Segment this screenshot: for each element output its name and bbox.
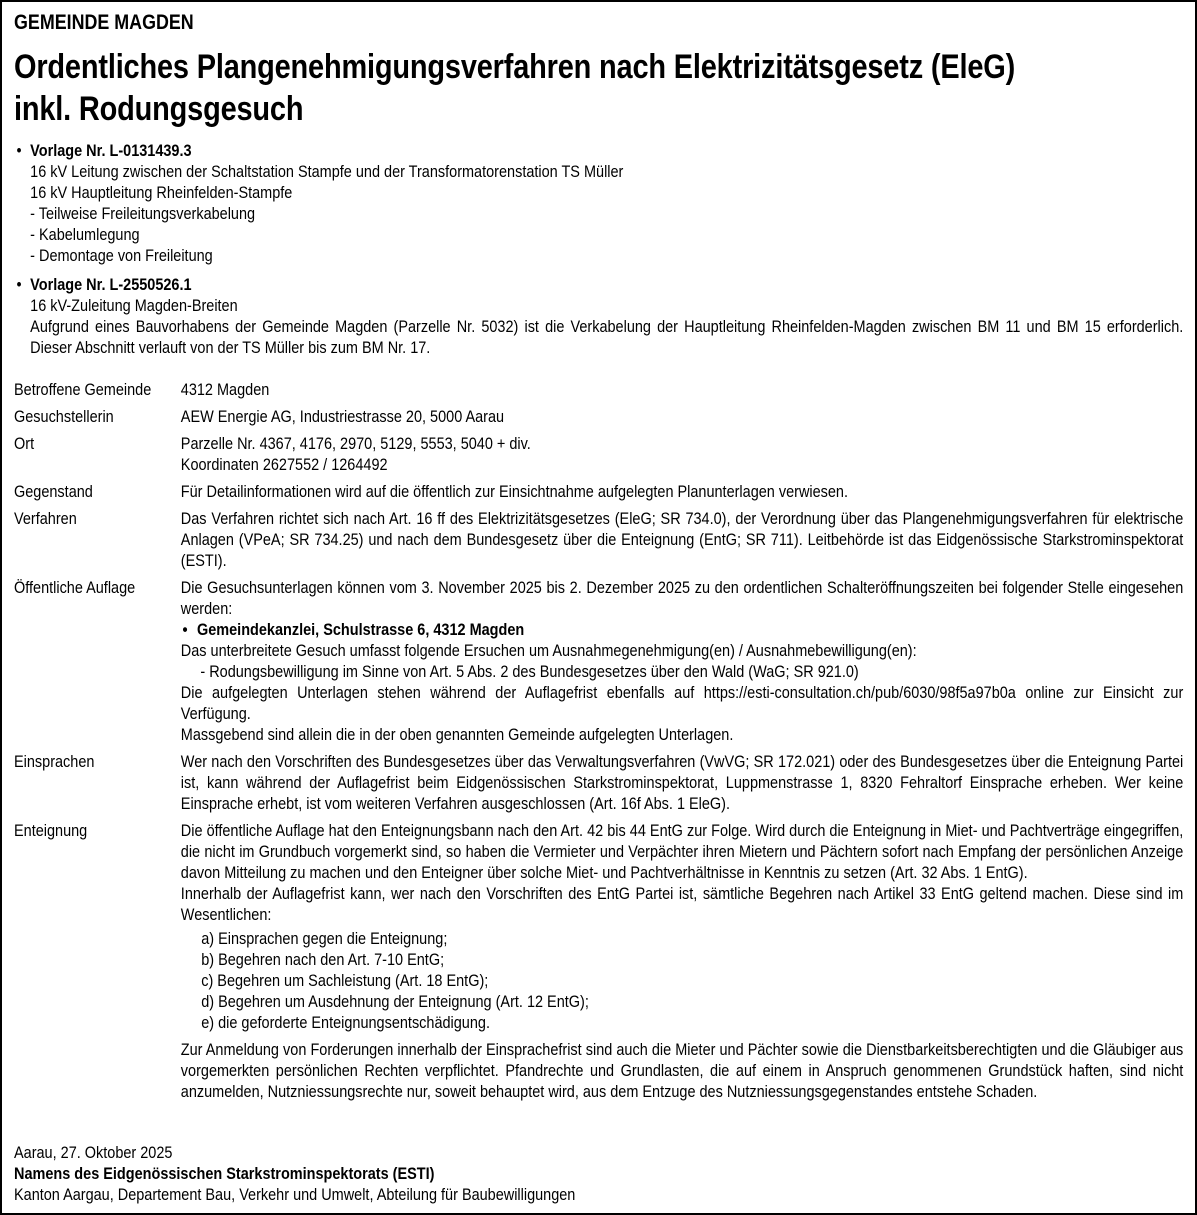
auflage-intro: Die Gesuchsunterlagen können vom 3. November 2025 bis 2. Dezember 2025 zu den ordentlichen Schalteröffnungszeiten bei folgender Stelle eingesehen werden: <box>180 578 1184 618</box>
enteignung-para-3: Zur Anmeldung von Forderungen innerhalb der Einsprachefrist sind auch die Mieter und Pächter sowie die Dienstbarkeitsberechtigten und die Gläubiger aus vorgemerkten persönlichen Rechten verpflichtet. Pfandrechte und Grundlasten, die auf einem in Anspruch genommenen Grundstück haften, sind nicht anzumelden, Nutzniessungsrechte nur, soweit behauptet wird, aus dem Entzuge des Nutzniessungsgegenstandes entstehe Schaden. <box>180 1040 1184 1101</box>
auflage-massgebend: Massgebend sind allein die in der oben genannten Gemeinde aufgelegten Unterlagen. <box>180 725 734 744</box>
details-table <box>14 379 1183 1108</box>
detail-value <box>181 820 1183 1102</box>
detail-label: Einsprachen <box>14 752 95 771</box>
vorlage-line: 16 kV-Zuleitung Magden-Breiten <box>30 296 238 315</box>
detail-value <box>181 577 1183 745</box>
issuing-authority: Namens des Eidgenössischen Starkstrominspektorats (ESTI) <box>14 1164 435 1183</box>
detail-label: Verfahren <box>14 509 77 528</box>
auflage-rodung: - Rodungsbewilligung im Sinne von Art. 5 Abs. 2 des Bundesgesetzes über den Wald (WaG; SR 921.0) <box>200 662 859 681</box>
row-einsprachen <box>14 751 1183 814</box>
cantonal-department: Kanton Aargau, Departement Bau, Verkehr und Umwelt, Abteilung für Baubewilligungen <box>14 1185 576 1204</box>
document-content <box>14 8 1183 1207</box>
row-gegenstand <box>14 481 1183 502</box>
vorlage-list <box>14 140 1183 366</box>
auflage-stelle-text: Gemeindekanzlei, Schulstrasse 6, 4312 Magden <box>196 620 525 639</box>
detail-value <box>181 433 1183 475</box>
auflage-stelle <box>181 619 1183 640</box>
vorlage-line: - Demontage von Freileitung <box>30 246 213 265</box>
vorlage-number: Vorlage Nr. L-2550526.1 <box>30 275 192 294</box>
place-and-date: Aarau, 27. Oktober 2025 <box>14 1143 173 1162</box>
bullet-icon: • <box>16 275 22 294</box>
detail-label: Gegenstand <box>14 482 93 501</box>
enteignung-list <box>181 928 1183 1033</box>
document-footer <box>14 1142 1183 1207</box>
vorlage-item-1 <box>14 140 1183 266</box>
enteignung-list-item: e) die geforderte Enteignungsentschädigung. <box>201 1013 490 1032</box>
vorlage-line: 16 kV Hauptleitung Rheinfelden-Stampfe <box>30 183 293 202</box>
row-betroffene-gemeinde <box>14 379 1183 400</box>
row-oeffentliche-auflage <box>14 577 1183 745</box>
enteignung-list-item: b) Begehren nach den Art. 7-10 EntG; <box>201 950 445 969</box>
enteignung-para-2: Innerhalb der Auflagefrist kann, wer nach den Vorschriften des EntG Partei ist, sämtliche Begehren nach Artikel 33 EntG geltend machen. Diese sind im Wesentlichen: <box>180 884 1184 924</box>
row-gesuchstellerin <box>14 406 1183 427</box>
detail-value: Das Verfahren richtet sich nach Art. 16 ff des Elektrizitätsgesetzes (EleG; SR 734.0), der Verordnung über das Plangenehmigungsverfahren für elektrische Anlagen (VPeA; SR 734.25) und nach dem Bundesgesetz über die Enteignung (EntG; SR 711). Leitbehörde ist das Eidgenössische Starkstrominspektorat (ESTI). <box>180 509 1184 570</box>
enteignung-list-item: d) Begehren um Ausdehnung der Enteignung (Art. 12 EntG); <box>201 992 589 1011</box>
auflage-online: Die aufgelegten Unterlagen stehen während der Auflagefrist ebenfalls auf https://esti-consultation.ch/pub/6030/98f5a97b0a online zur Einsicht zur Verfügung. <box>180 683 1184 723</box>
document-title-line-2: inkl. Rodungsgesuch <box>14 90 304 128</box>
row-enteignung <box>14 820 1183 1102</box>
detail-label: Gesuchstellerin <box>14 407 114 426</box>
document-title <box>14 46 1183 130</box>
row-ort <box>14 433 1183 475</box>
detail-value: AEW Energie AG, Industriestrasse 20, 5000 Aarau <box>180 407 505 426</box>
document-title-line-1: Ordentliches Plangenehmigungsverfahren nach Elektrizitätsgesetz (EleG) <box>14 48 1016 86</box>
enteignung-list-item: c) Begehren um Sachleistung (Art. 18 EntG); <box>201 971 489 990</box>
vorlage-line: - Teilweise Freileitungsverkabelung <box>30 204 256 223</box>
detail-label: Ort <box>14 434 35 453</box>
detail-value: Für Detailinformationen wird auf die öffentlich zur Einsichtnahme aufgelegten Planunterlagen verwiesen. <box>180 482 849 501</box>
bullet-icon: • <box>16 141 22 160</box>
enteignung-list-item: a) Einsprachen gegen die Enteignung; <box>201 929 448 948</box>
vorlage-item-2 <box>14 274 1183 358</box>
parcel-numbers: Parzelle Nr. 4367, 4176, 2970, 5129, 5553, 5040 + div. <box>180 434 531 453</box>
detail-value: Wer nach den Vorschriften des Bundesgesetzes über das Verwaltungsverfahren (VwVG; SR 172.021) oder des Bundesgesetzes über die Enteignung Partei ist, kann während der Auflagefrist beim Eidgenössischen Starkstrominspektorat, Luppmenstrasse 1, 8320 Fehraltorf Einsprache erheben. Wer keine Einsprache erhebt, ist vom weiteren Verfahren ausgeschlossen (Art. 16f Abs. 1 EleG). <box>180 752 1184 813</box>
bullet-icon: • <box>182 620 188 639</box>
vorlage-description: Aufgrund eines Bauvorhabens der Gemeinde Magden (Parzelle Nr. 5032) ist die Verkabelung der Hauptleitung Rheinfelden-Magden zwischen BM 11 und BM 15 erforderlich. Dieser Abschnitt verlauft von der TS Müller bis zum BM Nr. 17. <box>30 317 1184 357</box>
coordinates: Koordinaten 2627552 / 1264492 <box>180 455 388 474</box>
enteignung-para-1: Die öffentliche Auflage hat den Enteignungsbann nach den Art. 42 bis 44 EntG zur Folge. Wird durch die Enteignung in Miet- und Pachtverträge eingegriffen, die nicht im Grundbuch vorgemerkt sind, so haben die Vermieter und Verpächter ihren Mietern und Pächtern sofort nach Empfang der persönlichen Anzeige davon Mitteilung zu machen und den Enteigner über solche Miet- und Pachtverhältnisse in Kenntnis zu setzen (Art. 32 Abs. 1 EntG). <box>180 821 1184 882</box>
detail-label: Öffentliche Auflage <box>14 578 136 597</box>
vorlage-line: 16 kV Leitung zwischen der Schaltstation Stampfe und der Transformatorenstation TS Müller <box>30 162 624 181</box>
municipality-heading: GEMEINDE MAGDEN <box>14 11 194 34</box>
row-verfahren <box>14 508 1183 571</box>
auflage-gesuch: Das unterbreitete Gesuch umfasst folgende Ersuchen um Ausnahmegenehmigung(en) / Ausnahmebewilligung(en): <box>180 641 917 660</box>
detail-label: Betroffene Gemeinde <box>14 380 152 399</box>
vorlage-line: - Kabelumlegung <box>30 225 140 244</box>
vorlage-number: Vorlage Nr. L-0131439.3 <box>30 141 192 160</box>
detail-value: 4312 Magden <box>180 380 270 399</box>
detail-label: Enteignung <box>14 821 88 840</box>
